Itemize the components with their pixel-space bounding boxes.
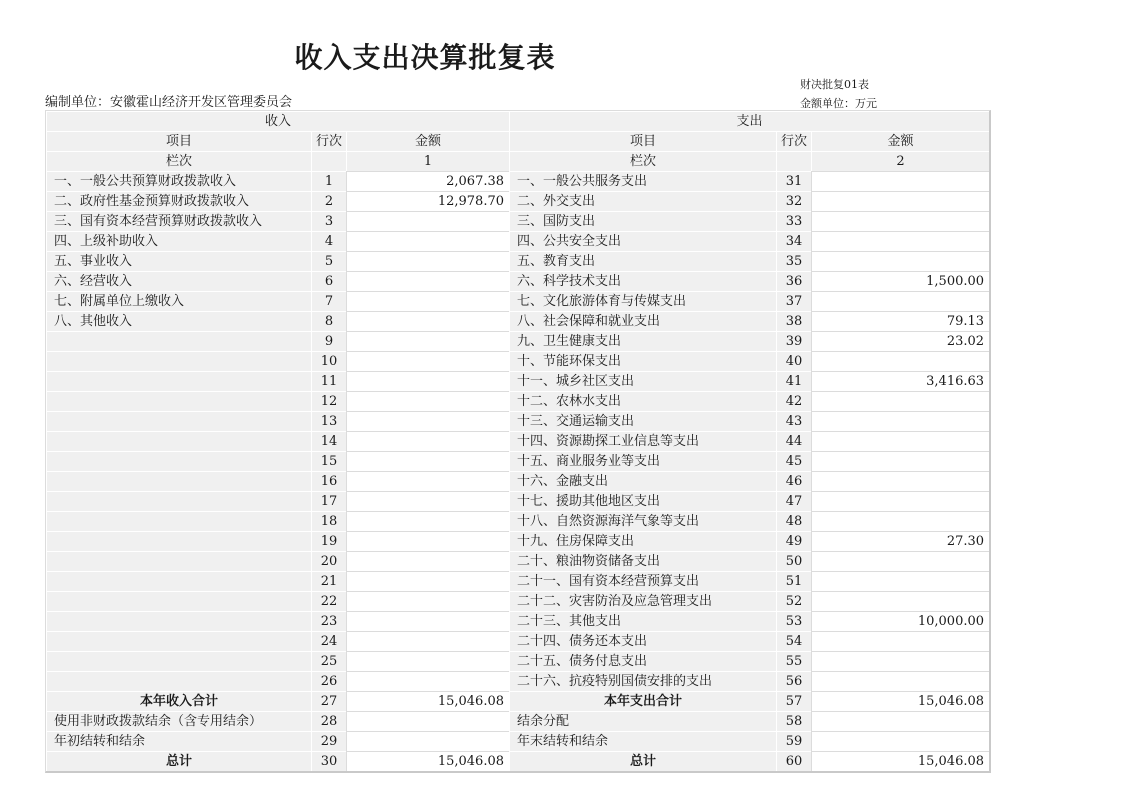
income-item-cell (46, 391, 311, 411)
expense-item-cell: 总计 (509, 751, 776, 771)
expense-amount-cell: 15,046.08 (811, 691, 989, 711)
expense-amount-cell (811, 651, 989, 671)
expense-item-cell: 十二、农林水支出 (509, 391, 776, 411)
table-row (46, 551, 989, 571)
expense-item-cell: 十一、城乡社区支出 (509, 371, 776, 391)
expense-amount-cell (811, 491, 989, 511)
expense-line-header: 行次 (776, 131, 811, 151)
table-row (46, 671, 989, 691)
income-item-cell: 二、政府性基金预算财政拨款收入 (46, 191, 311, 211)
income-amount-cell (346, 651, 509, 671)
table-row (46, 531, 989, 551)
amount-unit: 金额单位：万元 (800, 97, 877, 110)
expense-line-cell: 39 (776, 331, 811, 351)
expense-amount-cell (811, 431, 989, 451)
income-line-cell: 28 (311, 711, 346, 731)
expense-amount-cell (811, 451, 989, 471)
expense-line-cell: 59 (776, 731, 811, 751)
expense-line-cell: 56 (776, 671, 811, 691)
table-row (46, 391, 989, 411)
expense-item-cell: 二十二、灾害防治及应急管理支出 (509, 591, 776, 611)
expense-line-cell: 49 (776, 531, 811, 551)
income-line-cell: 9 (311, 331, 346, 351)
expense-amount-cell (811, 411, 989, 431)
income-item-cell (46, 411, 311, 431)
income-line-header: 行次 (311, 131, 346, 151)
expense-amount-header: 金额 (811, 131, 989, 151)
income-item-cell (46, 551, 311, 571)
income-amount-cell (346, 371, 509, 391)
expense-amount-cell (811, 211, 989, 231)
income-item-cell: 年初结转和结余 (46, 731, 311, 751)
income-amount-cell (346, 631, 509, 651)
table-row (46, 211, 989, 231)
income-item-cell: 八、其他收入 (46, 311, 311, 331)
expense-line-cell: 35 (776, 251, 811, 271)
income-line-cell: 26 (311, 671, 346, 691)
income-amount-cell (346, 551, 509, 571)
expense-line-cell: 34 (776, 231, 811, 251)
expense-amount-cell (811, 231, 989, 251)
expense-amount-cell: 3,416.63 (811, 371, 989, 391)
income-line-cell: 11 (311, 371, 346, 391)
expense-index-label: 栏次 (509, 151, 776, 171)
expense-line-cell: 58 (776, 711, 811, 731)
expense-item-cell: 二十六、抗疫特别国债安排的支出 (509, 671, 776, 691)
income-amount-cell (346, 431, 509, 451)
income-amount-cell (346, 511, 509, 531)
income-amount-cell (346, 391, 509, 411)
expense-amount-cell (811, 571, 989, 591)
income-line-cell: 1 (311, 171, 346, 191)
table-row (46, 471, 989, 491)
expense-line-cell: 55 (776, 651, 811, 671)
expense-item-cell: 二十三、其他支出 (509, 611, 776, 631)
income-amount-cell (346, 411, 509, 431)
expense-column-number: 2 (811, 151, 989, 171)
expense-amount-cell (811, 591, 989, 611)
table-row (46, 591, 989, 611)
expense-item-cell: 二十一、国有资本经营预算支出 (509, 571, 776, 591)
expense-line-cell: 42 (776, 391, 811, 411)
table-row (46, 571, 989, 591)
expense-amount-cell (811, 291, 989, 311)
income-amount-cell (346, 231, 509, 251)
income-line-cell: 22 (311, 591, 346, 611)
table-row (46, 651, 989, 671)
expense-amount-cell: 27.30 (811, 531, 989, 551)
expense-amount-cell (811, 731, 989, 751)
expense-line-cell: 46 (776, 471, 811, 491)
table-row (46, 411, 989, 431)
income-line-cell: 20 (311, 551, 346, 571)
table-row (46, 351, 989, 371)
table-row (46, 371, 989, 391)
table-row (46, 191, 989, 211)
income-line-cell: 27 (311, 691, 346, 711)
expense-item-cell: 六、科学技术支出 (509, 271, 776, 291)
income-line-cell: 13 (311, 411, 346, 431)
expense-line-cell: 51 (776, 571, 811, 591)
expense-line-cell: 31 (776, 171, 811, 191)
income-amount-cell (346, 471, 509, 491)
income-amount-cell (346, 291, 509, 311)
table-row (46, 511, 989, 531)
income-item-cell (46, 591, 311, 611)
income-amount-cell (346, 591, 509, 611)
expense-line-cell: 32 (776, 191, 811, 211)
income-amount-header: 金额 (346, 131, 509, 151)
budget-approval-table (45, 110, 991, 773)
income-amount-cell: 2,067.38 (346, 171, 509, 191)
expense-amount-cell (811, 391, 989, 411)
income-line-cell: 3 (311, 211, 346, 231)
income-line-cell: 4 (311, 231, 346, 251)
expense-amount-cell: 1,500.00 (811, 271, 989, 291)
income-amount-cell (346, 211, 509, 231)
expense-item-cell: 三、国防支出 (509, 211, 776, 231)
income-item-cell (46, 491, 311, 511)
expense-item-cell: 十六、金融支出 (509, 471, 776, 491)
table-row (46, 711, 989, 731)
expense-index-spacer (776, 151, 811, 171)
expense-line-cell: 60 (776, 751, 811, 771)
income-item-header: 项目 (46, 131, 311, 151)
expense-item-cell: 八、社会保障和就业支出 (509, 311, 776, 331)
expense-line-cell: 47 (776, 491, 811, 511)
income-item-cell (46, 371, 311, 391)
expense-amount-cell (811, 511, 989, 531)
income-line-cell: 16 (311, 471, 346, 491)
income-amount-cell: 12,978.70 (346, 191, 509, 211)
table-row (46, 251, 989, 271)
income-line-cell: 10 (311, 351, 346, 371)
income-line-cell: 17 (311, 491, 346, 511)
table-row (46, 631, 989, 651)
expense-line-cell: 53 (776, 611, 811, 631)
income-amount-cell (346, 671, 509, 691)
prepared-by: 编制单位：安徽霍山经济开发区管理委员会 (45, 95, 293, 110)
income-line-cell: 12 (311, 391, 346, 411)
income-line-cell: 29 (311, 731, 346, 751)
page-title: 收入支出决算批复表 (294, 41, 556, 74)
expense-line-cell: 50 (776, 551, 811, 571)
expense-item-cell: 十八、自然资源海洋气象等支出 (509, 511, 776, 531)
income-item-cell (46, 651, 311, 671)
income-item-cell: 总计 (46, 751, 311, 771)
expense-amount-cell (811, 711, 989, 731)
expense-item-cell: 本年支出合计 (509, 691, 776, 711)
income-item-cell (46, 671, 311, 691)
table-row (46, 271, 989, 291)
income-item-cell (46, 451, 311, 471)
income-item-cell (46, 571, 311, 591)
income-line-cell: 30 (311, 751, 346, 771)
income-item-cell: 六、经营收入 (46, 271, 311, 291)
expense-amount-cell (811, 171, 989, 191)
expense-item-cell: 二十、粮油物资储备支出 (509, 551, 776, 571)
income-column-number: 1 (346, 151, 509, 171)
income-item-cell (46, 631, 311, 651)
income-item-cell: 使用非财政拨款结余（含专用结余） (46, 711, 311, 731)
expense-line-cell: 38 (776, 311, 811, 331)
table-row (46, 691, 989, 711)
table-row (46, 451, 989, 471)
expense-line-cell: 57 (776, 691, 811, 711)
expense-amount-cell: 10,000.00 (811, 611, 989, 631)
expense-amount-cell (811, 671, 989, 691)
expense-item-cell: 结余分配 (509, 711, 776, 731)
income-line-cell: 2 (311, 191, 346, 211)
income-amount-cell (346, 311, 509, 331)
income-line-cell: 24 (311, 631, 346, 651)
table-row (46, 431, 989, 451)
expense-line-cell: 52 (776, 591, 811, 611)
expense-line-cell: 45 (776, 451, 811, 471)
income-amount-cell (346, 351, 509, 371)
income-amount-cell (346, 531, 509, 551)
expense-line-cell: 37 (776, 291, 811, 311)
expense-line-cell: 43 (776, 411, 811, 431)
income-amount-cell (346, 711, 509, 731)
income-line-cell: 6 (311, 271, 346, 291)
column-index-row (46, 151, 989, 171)
expense-line-cell: 48 (776, 511, 811, 531)
expense-section-header: 支出 (509, 111, 989, 131)
income-section-header: 收入 (46, 111, 509, 131)
income-item-cell: 五、事业收入 (46, 251, 311, 271)
income-item-cell: 一、一般公共预算财政拨款收入 (46, 171, 311, 191)
income-item-cell (46, 511, 311, 531)
expense-amount-cell (811, 551, 989, 571)
income-item-cell: 三、国有资本经营预算财政拨款收入 (46, 211, 311, 231)
expense-item-cell: 四、公共安全支出 (509, 231, 776, 251)
table-row (46, 751, 989, 771)
income-amount-cell (346, 271, 509, 291)
income-item-cell (46, 331, 311, 351)
expense-item-cell: 七、文化旅游体育与传媒支出 (509, 291, 776, 311)
income-line-cell: 18 (311, 511, 346, 531)
income-amount-cell (346, 611, 509, 631)
table-row (46, 331, 989, 351)
income-line-cell: 5 (311, 251, 346, 271)
expense-item-cell: 十七、援助其他地区支出 (509, 491, 776, 511)
expense-amount-cell (811, 631, 989, 651)
income-amount-cell (346, 451, 509, 471)
section-header-row (46, 111, 989, 131)
table-row (46, 171, 989, 191)
income-line-cell: 14 (311, 431, 346, 451)
expense-amount-cell: 23.02 (811, 331, 989, 351)
income-amount-cell (346, 251, 509, 271)
expense-line-cell: 41 (776, 371, 811, 391)
expense-amount-cell (811, 251, 989, 271)
income-item-cell: 本年收入合计 (46, 691, 311, 711)
table-row (46, 491, 989, 511)
expense-item-cell: 二、外交支出 (509, 191, 776, 211)
expense-line-cell: 36 (776, 271, 811, 291)
income-amount-cell (346, 331, 509, 351)
income-line-cell: 21 (311, 571, 346, 591)
expense-amount-cell: 15,046.08 (811, 751, 989, 771)
expense-item-cell: 十三、交通运输支出 (509, 411, 776, 431)
expense-amount-cell (811, 471, 989, 491)
expense-line-cell: 54 (776, 631, 811, 651)
expense-line-cell: 40 (776, 351, 811, 371)
table-row (46, 231, 989, 251)
income-amount-cell: 15,046.08 (346, 751, 509, 771)
expense-item-cell: 十、节能环保支出 (509, 351, 776, 371)
income-line-cell: 7 (311, 291, 346, 311)
income-amount-cell (346, 571, 509, 591)
income-item-cell (46, 531, 311, 551)
expense-item-cell: 九、卫生健康支出 (509, 331, 776, 351)
income-item-cell (46, 351, 311, 371)
form-number: 财决批复01表 (800, 78, 869, 91)
expense-item-cell: 十四、资源勘探工业信息等支出 (509, 431, 776, 451)
expense-item-cell: 二十五、债务付息支出 (509, 651, 776, 671)
column-header-row (46, 131, 989, 151)
income-index-spacer (311, 151, 346, 171)
income-line-cell: 15 (311, 451, 346, 471)
income-amount-cell (346, 731, 509, 751)
income-line-cell: 25 (311, 651, 346, 671)
expense-item-cell: 一、一般公共服务支出 (509, 171, 776, 191)
income-index-label: 栏次 (46, 151, 311, 171)
expense-item-cell: 五、教育支出 (509, 251, 776, 271)
expense-line-cell: 44 (776, 431, 811, 451)
income-item-cell (46, 611, 311, 631)
expense-item-cell: 十五、商业服务业等支出 (509, 451, 776, 471)
income-line-cell: 23 (311, 611, 346, 631)
expense-item-header: 项目 (509, 131, 776, 151)
income-line-cell: 8 (311, 311, 346, 331)
income-item-cell: 七、附属单位上缴收入 (46, 291, 311, 311)
expense-line-cell: 33 (776, 211, 811, 231)
table-row (46, 291, 989, 311)
income-item-cell (46, 431, 311, 451)
expense-amount-cell: 79.13 (811, 311, 989, 331)
income-amount-cell: 15,046.08 (346, 691, 509, 711)
income-amount-cell (346, 491, 509, 511)
income-line-cell: 19 (311, 531, 346, 551)
table-row (46, 731, 989, 751)
expense-item-cell: 十九、住房保障支出 (509, 531, 776, 551)
income-item-cell: 四、上级补助收入 (46, 231, 311, 251)
expense-item-cell: 二十四、债务还本支出 (509, 631, 776, 651)
table-row (46, 311, 989, 331)
expense-item-cell: 年末结转和结余 (509, 731, 776, 751)
income-item-cell (46, 471, 311, 491)
table-row (46, 611, 989, 631)
expense-amount-cell (811, 351, 989, 371)
expense-amount-cell (811, 191, 989, 211)
